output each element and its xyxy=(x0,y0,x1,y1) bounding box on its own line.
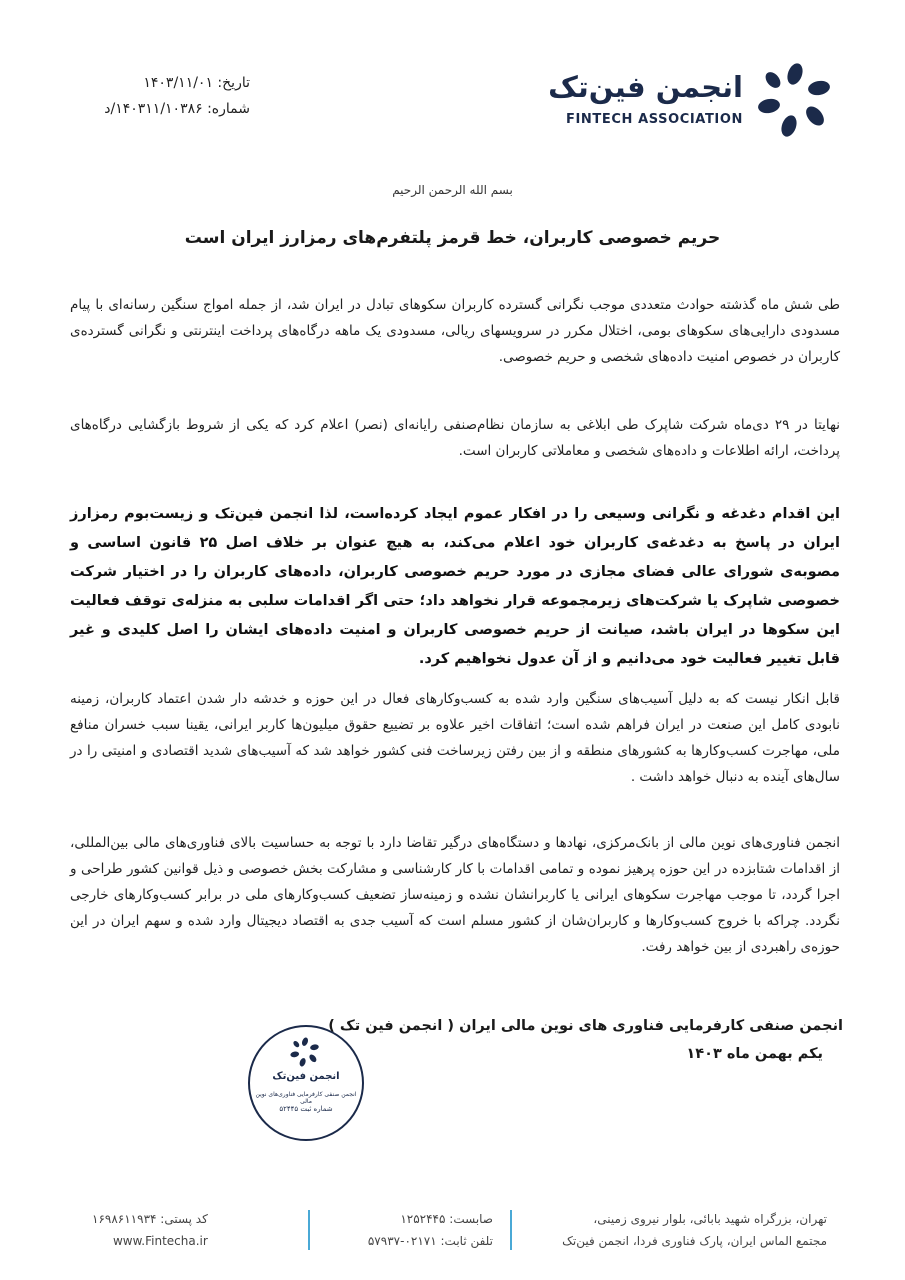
address-line-2: مجتمع الماس ایران، پارک فناوری فردا، انجمن فین‌تک xyxy=(562,1234,827,1248)
address-line-1: تهران، بزرگراه شهید بابائی، بلوار نیروی زمینی، xyxy=(593,1212,827,1226)
letter-footer xyxy=(0,1200,905,1260)
stamp-logo-icon xyxy=(290,1037,320,1067)
signature-org: انجمن صنفی کارفرمایی فناوری های نوین مالی ایران ( انجمن فین تک ) xyxy=(328,1018,843,1034)
number-row xyxy=(70,96,250,122)
paragraph-4: قابل انکار نیست که به دلیل آسیب‌های سنگین وارد شده به کسب‌وکارهای فعال در این حوزه و خدشه دار شدن اعتماد کاربران، زمینه نابودی کامل این صنعت در ایران فراهم شده است؛ اتفاقات اخیر علاوه بر تضییع حقوق میلیون‌ها کاربر ایرانی، یقینا سبب خسران منافع ملی، مهاجرت کسب‌وکارها به کشورهای منطقه و از بین رفتن زیرساخت فنی کشور خواهد شد که آسیب‌های شدید اقتصادی و امنیتی را در سال‌های آینده به دنبال خواهد داشت . xyxy=(70,691,840,785)
box-value: ۱۲۵۲۴۴۵ xyxy=(400,1212,446,1226)
fintech-logo-icon xyxy=(757,62,833,138)
fintech-logo xyxy=(548,62,833,142)
date-value: ۱۴۰۳/۱۱/۰۱ xyxy=(143,75,213,91)
footer-separator xyxy=(308,1210,310,1250)
postal-row xyxy=(92,1208,208,1230)
paragraph-1: طی شش ماه گذشته حوادث متعددی موجب نگرانی گسترده کاربران سکوهای تبادل در ایران شد، از جمله امواج سنگین رسانه‌ای با پیام مسدودی دارایی‌های سکوهای بومی، اختلال مکرر در سرویسهای ریالی، مسدودی یک ماهه درگاه‌های پرداخت اینترنتی و نگرانی گسترده‌ی کاربران در خصوص امنیت داده‌های شخصی و حریم خصوصی. xyxy=(70,297,840,365)
footer-address xyxy=(562,1208,827,1252)
logo-name-en: FINTECH ASSOCIATION xyxy=(565,112,743,127)
bismillah: بسم الله الرحمن الرحیم xyxy=(392,183,513,197)
signature-date: یکم بهمن ماه ۱۴۰۳ xyxy=(686,1046,823,1062)
stamp-subtitle: انجمن صنفی کارفرمایی فناوری‌های نوین مالی xyxy=(255,1091,357,1105)
paragraph-5: انجمن فناوری‌های نوین مالی از بانک‌مرکزی، نهادها و دستگاه‌های درگیر تقاضا دارد با توجه به حساسیت بالای فناوری‌های مالی بین‌المللی، از اقدامات شتابزده در این حوزه پرهیز نموده و تمامی اقدامات با کار کارشناسی و مشارکت بخش خصوصی و ذیل قوانین کشور طراحی و اجرا گردد، تا موجب مهاجرت سکوهای ایرانی یا کاربرانشان نشده و زمینه‌ساز تضعیف کسب‌وکارهای ملی در برابر کسب‌وکارهای خارجی نگردد. چراکه با خروج کسب‌وکارها و کاربران‌شان از کشور مسلم است که آسیب جدی به اقتصاد دیجیتال وارد شده و سهم ایران در این حوزه‌ی راهبردی از بین خواهد رفت. xyxy=(70,835,840,955)
signature-block xyxy=(283,1012,843,1068)
footer-postal xyxy=(92,1208,208,1252)
footer-separator xyxy=(510,1210,512,1250)
number-label: شماره: xyxy=(207,101,250,117)
date-row xyxy=(70,70,250,96)
stamp-name: انجمن فین‌تک xyxy=(272,1071,340,1082)
paragraph-3: این اقدام دغدغه و نگرانی وسیعی را در افکار عموم ایجاد کرده‌است، لذا انجمن فین‌تک و زیست‌بوم رمزارز ایران در پاسخ به دغدغه‌ی کاربران خود اعلام می‌کند، به هیچ عنوان بر خلاف اصل ۲۵ قانون اساسی و مصوبه‌ی شورای عالی فضای مجازی در مورد حریم خصوصی کاربران، داده‌های کاربران را در اختیار شرکت خصوصی شاپرک یا شرکت‌های زیرمجموعه قرار نخواهد داد؛ حتی اگر اقدامات سلبی به منزله‌ی توقف فعالیت این سکوها در ایران باشد، صیانت از حریم خصوصی کاربران و امنیت داده‌های ایشان را اصل کلیدی و غیر قابل تغییر فعالیت خود می‌دانیم و از آن عدول نخواهیم کرد. xyxy=(70,506,840,667)
logo-name-fa: انجمن فین‌تک xyxy=(548,70,743,104)
stamp-registration: شماره ثبت ۵۲۴۴۵ xyxy=(279,1105,333,1113)
postal-value: ۱۶۹۸۶۱۱۹۳۴ xyxy=(92,1212,157,1226)
number-value: ۱۴۰۳۱۱/۱۰۳۸۶/د xyxy=(104,101,203,117)
official-stamp xyxy=(248,1025,364,1141)
website-row xyxy=(92,1230,208,1252)
phone-row xyxy=(368,1230,493,1252)
paragraph-2: نهایتا در ۲۹ دی‌ماه شرکت شاپرک طی ابلاغی به سازمان نظام‌صنفی رایانه‌ای (نصر) اعلام کرد که یکی از شروط بازگشایی درگاه‌های پرداخت، ارائه اطلاعات و داده‌های شخصی و معاملاتی کاربران است. xyxy=(70,417,840,459)
box-row xyxy=(368,1208,493,1230)
letter-title: حریم خصوصی کاربران، خط قرمز پلتفرم‌های رمزارز ایران است xyxy=(184,228,721,248)
phone-value: ۰۲۱۷۱-۵۷۹۳۷ xyxy=(367,1234,437,1248)
website-link[interactable]: www.Fintecha.ir xyxy=(112,1234,208,1248)
date-label: تاریخ: xyxy=(217,75,250,91)
footer-phones xyxy=(368,1208,493,1252)
postal-label: کد پستی: xyxy=(160,1212,208,1226)
phone-label: تلفن ثابت: xyxy=(440,1234,493,1248)
letter-meta xyxy=(70,70,250,122)
box-label: صابست: xyxy=(449,1212,493,1226)
